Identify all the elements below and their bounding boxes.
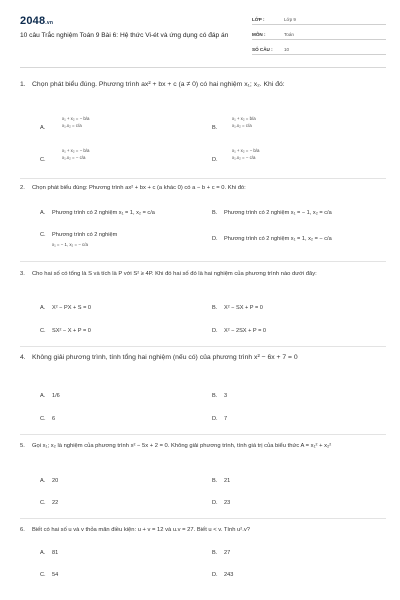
meta-row-grade (252, 13, 386, 25)
option-b[interactable] (212, 393, 227, 399)
option-d-formula: x₁ + x₂ = − b/a x₁.x₂ = − c/a (232, 148, 260, 161)
option-b[interactable] (212, 125, 224, 131)
question-3 (20, 270, 386, 346)
option-text: 21 (224, 478, 231, 484)
option-text: Phương trình có 2 nghiệm x₁ = 1, x₂ = − c/a (224, 236, 332, 242)
option-text: X² − 2SX + P = 0 (224, 328, 267, 334)
option-a-formula: x₁ + x₂ = − b/a x₁.x₂ = c/a (62, 116, 90, 129)
option-label: A. (40, 478, 46, 484)
option-text: X² − SX + P = 0 (224, 305, 263, 311)
option-c[interactable] (40, 157, 52, 163)
option-b[interactable] (212, 305, 263, 311)
question-number: 1. (20, 81, 26, 88)
option-label: D. (212, 236, 218, 242)
meta-key: LỚP : (252, 17, 265, 22)
option-a[interactable] (40, 550, 58, 556)
question-number: 3. (20, 271, 25, 277)
option-label: B. (212, 210, 218, 216)
option-text: 22 (52, 500, 59, 506)
question-body: Không giải phương trình, tính tổng hai nghiệm (nếu có) của phương trình x² − 6x + 7 = 0 (32, 354, 298, 361)
option-text: Phương trình có 2 nghiệm (52, 232, 118, 238)
question-number: 5. (20, 443, 25, 449)
meta-value: 10 (284, 47, 290, 52)
option-b[interactable] (212, 478, 230, 484)
header-divider (20, 67, 386, 68)
option-a[interactable] (40, 210, 155, 216)
question-5 (20, 442, 386, 518)
option-text: 20 (52, 478, 59, 484)
option-label: C. (40, 157, 46, 163)
question-body: Cho hai số có tổng là S và tích là P với S² ≥ 4P. Khi đó hai số đó là hai nghiệm của phương trình nào dưới đây: (32, 271, 317, 277)
option-text: 6 (52, 416, 56, 422)
option-text: 81 (52, 550, 59, 556)
meta-value: Toán (284, 32, 294, 37)
option-label: A. (40, 550, 46, 556)
question-divider (20, 518, 386, 519)
option-label: D. (212, 500, 218, 506)
option-label: B. (212, 393, 218, 399)
option-a[interactable] (40, 393, 60, 399)
option-label: A. (40, 393, 46, 399)
option-b-formula: x₁ + x₂ = b/a x₁.x₂ = c/a (232, 116, 256, 129)
option-c-formula: x₁ + x₂ = − b/a x₁.x₂ = − c/a (62, 148, 90, 161)
option-text: 1/6 (52, 393, 60, 399)
option-text: 54 (52, 572, 59, 578)
question-number: 4. (20, 354, 26, 361)
logo-suffix: .vn (45, 20, 54, 26)
option-d[interactable] (212, 572, 233, 578)
option-text: 3 (224, 393, 228, 399)
option-label: A. (40, 305, 46, 311)
meta-key: SỐ CÂU : (252, 47, 273, 52)
option-label: D. (212, 328, 218, 334)
option-label: C. (40, 500, 46, 506)
option-label: C. (40, 328, 46, 334)
option-a[interactable] (40, 305, 91, 311)
option-label: A. (40, 125, 46, 131)
option-text: Phương trình có 2 nghiệm x₁ = − 1, x₂ = c/a (224, 210, 332, 216)
option-c-subtext: x₁ = − 1, x₂ = − c/a (52, 242, 88, 247)
question-text (20, 353, 386, 363)
option-label: B. (212, 305, 218, 311)
question-divider (20, 178, 386, 179)
option-d[interactable] (212, 416, 227, 422)
option-text: SX² − X + P = 0 (52, 328, 91, 334)
logo-text: 2048 (20, 15, 46, 27)
option-label: B. (212, 125, 218, 131)
question-number: 6. (20, 527, 25, 533)
option-b[interactable] (212, 210, 332, 216)
meta-value: Lớp 9 (284, 17, 296, 22)
question-divider (20, 346, 386, 347)
question-text (20, 526, 386, 535)
option-d[interactable] (212, 500, 230, 506)
option-c[interactable] (40, 500, 58, 506)
option-label: C. (40, 232, 46, 238)
option-text: 7 (224, 416, 228, 422)
document-title: 10 câu Trắc nghiệm Toán 9 Bài 6: Hệ thức Vi-ét và ứng dụng có đáp án (20, 32, 229, 39)
option-c[interactable] (40, 416, 55, 422)
option-d[interactable] (212, 157, 224, 163)
meta-key: MÔN : (252, 32, 266, 37)
option-label: D. (212, 416, 218, 422)
question-body: Gọi x₁; x₂ là nghiệm của phương trình x² − 5x + 2 = 0. Không giải phương trình, tính giá trị của biểu thức A = x₁² + x₂² (32, 443, 332, 449)
question-text (20, 80, 386, 90)
option-c[interactable] (40, 232, 117, 238)
question-text (20, 184, 386, 193)
question-1 (20, 80, 386, 182)
question-2 (20, 184, 386, 264)
option-text: Phương trình có 2 nghiệm x₁ = 1, x₂ = c/a (52, 210, 155, 216)
option-d[interactable] (212, 328, 266, 334)
option-c[interactable] (40, 572, 58, 578)
question-6 (20, 526, 386, 592)
option-d[interactable] (212, 236, 332, 242)
option-label: B. (212, 478, 218, 484)
meta-row-subject (252, 28, 386, 40)
option-a[interactable] (40, 125, 52, 131)
question-number: 2. (20, 185, 25, 191)
option-label: D. (212, 157, 218, 163)
question-text (20, 270, 386, 279)
option-text: 27 (224, 550, 231, 556)
option-label: C. (40, 416, 46, 422)
question-4 (20, 353, 386, 433)
option-text: X² − PX + S = 0 (52, 305, 92, 311)
option-label: A. (40, 210, 46, 216)
option-label: D. (212, 572, 218, 578)
question-body: Chọn phát biểu đúng: Phương trình ax² + bx + c (a khác 0) có a − b + c = 0. Khi đó: (32, 185, 246, 191)
option-text: 23 (224, 500, 231, 506)
question-body: Biết có hai số u và v thỏa mãn điều kiện: u + v = 12 và u.v = 27. Biết u < v. Tính u².v? (32, 527, 250, 533)
question-divider (20, 261, 386, 262)
option-text: 243 (224, 572, 234, 578)
question-text (20, 442, 386, 451)
meta-row-count (252, 43, 386, 55)
option-label: C. (40, 572, 46, 578)
option-b[interactable] (212, 550, 230, 556)
document-header (0, 0, 400, 64)
option-c[interactable] (40, 328, 91, 334)
question-divider (20, 434, 386, 435)
option-label: B. (212, 550, 218, 556)
site-logo[interactable] (20, 15, 53, 27)
option-a[interactable] (40, 478, 58, 484)
question-body: Chọn phát biểu đúng. Phương trình ax² + bx + c (a ≠ 0) có hai nghiệm x₁; x₂. Khi đó: (32, 81, 285, 88)
